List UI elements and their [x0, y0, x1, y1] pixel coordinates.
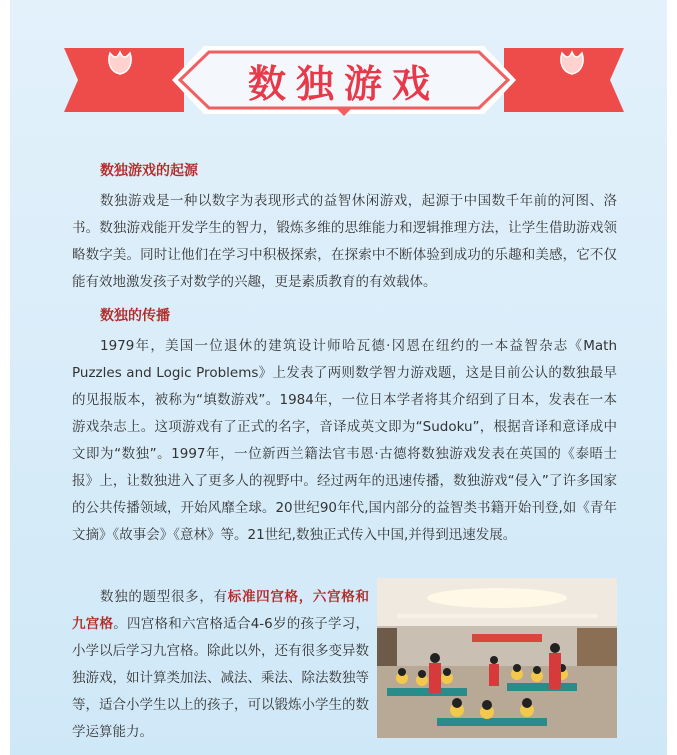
title-banner	[64, 44, 624, 116]
banner-title: 数独游戏	[247, 61, 440, 106]
classroom-photo	[377, 578, 617, 738]
section-heading-spread: 数独的传播	[100, 308, 170, 324]
tulip-icon-left	[102, 44, 138, 80]
types-highlight: 标准四宫格，六宫格和九宫格	[72, 589, 369, 632]
section-paragraph-spread: 1979年，美国一位退休的建筑设计师哈瓦德·冈恩在纽约的一本益智杂志《Math Puzzles and Logic Problems》上发表了两则数学智力游戏题，这是目前公认的数独最早的见报版本，被称为“填数游戏”。1984年，一位日本学者将其介绍到了日本，发表在一本游戏杂志上。这项游戏有了正式的名字，音译成英文即为“Sudoku”，根据音译和意译成中文即为“数独”。1997年，一位新西兰籍法官韦恩·古德将数独游戏发表在英国的《泰晤士报》上，让数独进入了更多人的视野中。经过两年的迅速传播，数独游戏“侵入”了许多国家的公共传播领域，开始风靡全球。20世纪90年代,国内部分的益智类书籍开始刊登,如《青年文摘》《故事会》《意林》等。21世纪,数独正式传入中国,并得到迅速发展。	[72, 338, 617, 543]
types-text-suffix: 。四宫格和六宫格适合4-6岁的孩子学习，小学以后学习九宫格。除此以外，还有很多变异数独游戏，如计算类加法、减法、乘法、除法数独等等，适合小学生以上的孩子，可以锻炼小学生的数学运算能力。	[72, 616, 369, 740]
types-text-prefix: 数独的题型很多，有	[100, 589, 228, 605]
page	[10, 0, 667, 755]
types-paragraph	[72, 584, 369, 746]
section-heading-origin: 数独游戏的起源	[100, 163, 198, 179]
section-paragraph-origin: 数独游戏是一种以数字为表现形式的益智休闲游戏，起源于中国数千年前的河图、洛书。数独游戏能开发学生的智力，锻炼多维的思维能力和逻辑推理方法，让学生借助游戏领略数字美。同时让他们在学习中积极探索，在探索中不断体验到成功的乐趣和美感，它不仅能有效地激发孩子对数学的兴趣，更是素质教育的有效载体。	[72, 193, 617, 290]
tulip-icon-right	[554, 44, 590, 80]
